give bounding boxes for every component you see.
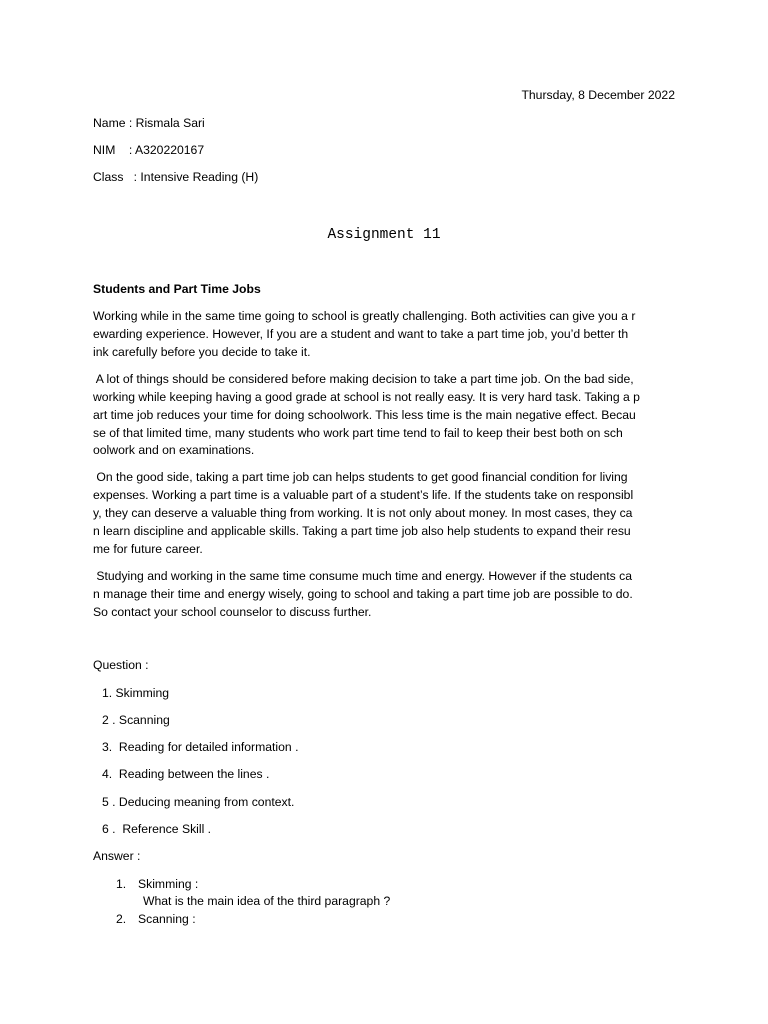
question-item: 2 . Scanning bbox=[102, 713, 170, 727]
paragraph-line: se of that limited time, many students who work part time tend to fail to keep their best both on sch bbox=[93, 426, 623, 440]
paragraph-line: A lot of things should be considered before making decision to take a part time job. On the bad side, bbox=[93, 372, 634, 386]
question-item: 3. Reading for detailed information . bbox=[102, 740, 299, 754]
student-class: Class : Intensive Reading (H) bbox=[93, 170, 259, 184]
paragraph-line: n manage their time and energy wisely, going to school and taking a part time job are possible to do. bbox=[93, 587, 633, 601]
paragraph-line: art time job reduces your time for doing schoolwork. This less time is the main negative effect. Becau bbox=[93, 408, 636, 422]
paragraph-line: y, they can deserve a valuable thing from working. It is not only about money. In most cases, they ca bbox=[93, 506, 633, 520]
question-item: 5 . Deducing meaning from context. bbox=[102, 795, 295, 809]
text-title: Students and Part Time Jobs bbox=[93, 282, 261, 296]
student-nim: NIM : A320220167 bbox=[93, 143, 205, 157]
paragraph-line: expenses. Working a part time is a valuable part of a student’s life. If the students take on responsibl bbox=[93, 488, 634, 502]
paragraph-line: me for future career. bbox=[93, 542, 203, 556]
paragraph-line: Working while in the same time going to school is greatly challenging. Both activities can give you a r bbox=[93, 309, 636, 323]
question-label: Question : bbox=[93, 658, 149, 672]
answer-heading: Scanning : bbox=[138, 912, 196, 926]
paragraph-line: n learn discipline and applicable skills. Taking a part time job also help students to expand their resu bbox=[93, 524, 631, 538]
answer-detail: What is the main idea of the third paragraph ? bbox=[143, 894, 391, 908]
answer-number: 2. bbox=[116, 912, 127, 926]
paragraph-line: Studying and working in the same time consume much time and energy. However if the students ca bbox=[93, 569, 633, 583]
answer-label: Answer : bbox=[93, 849, 141, 863]
student-name: Name : Rismala Sari bbox=[93, 116, 205, 130]
answer-number: 1. bbox=[116, 877, 127, 891]
answer-heading: Skimming : bbox=[138, 877, 199, 891]
paragraph-line: On the good side, taking a part time job can helps students to get good financial condition for living bbox=[93, 470, 628, 484]
assignment-title: Assignment 11 bbox=[327, 227, 441, 243]
question-item: 1. Skimming bbox=[102, 686, 170, 700]
date: Thursday, 8 December 2022 bbox=[521, 88, 675, 102]
paragraph-line: oolwork and on examinations. bbox=[93, 443, 255, 457]
paragraph-line: So contact your school counselor to discuss further. bbox=[93, 605, 372, 619]
question-item: 4. Reading between the lines . bbox=[102, 767, 270, 781]
question-item: 6 . Reference Skill . bbox=[102, 822, 212, 836]
paragraph-line: ewarding experience. However, If you are a student and want to take a part time job, you’d better th bbox=[93, 327, 629, 341]
paragraph-line: working while keeping having a good grade at school is not really easy. It is very hard task. Taking a p bbox=[93, 390, 640, 404]
paragraph-line: ink carefully before you decide to take it. bbox=[93, 345, 311, 359]
